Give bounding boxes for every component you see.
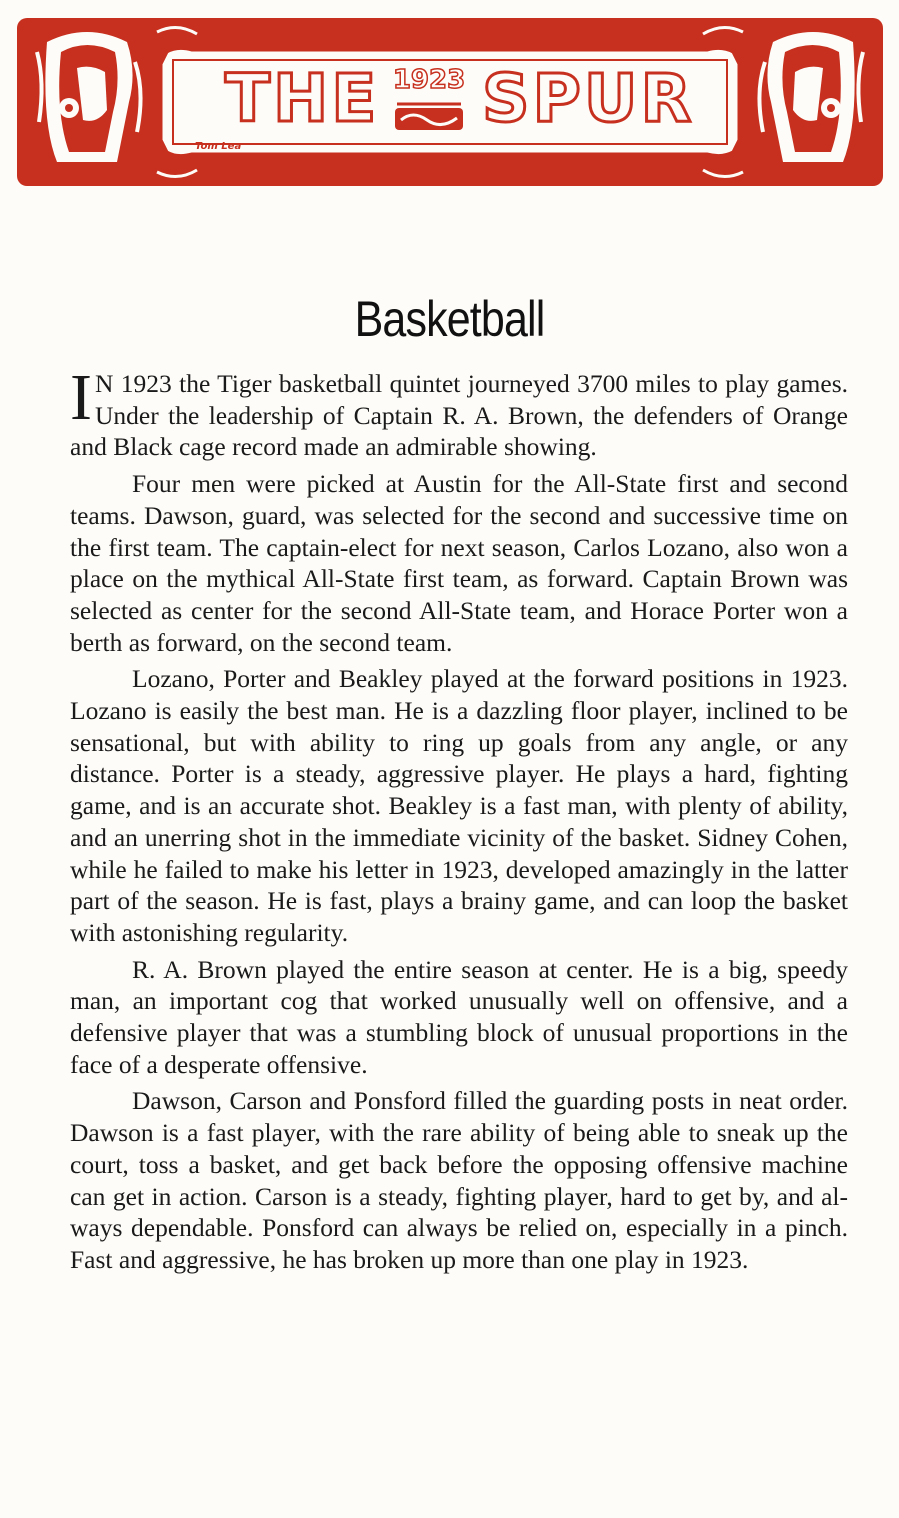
paragraph-1 — [70, 361, 848, 463]
paragraph-2: Four men were picked at Austin for the All-State first and second teams. Dawson, guard, was selected for the second and successive time on the first team. The captain-elect for next season, Carlos Lozano, also won a place on the mythical All-State first team, as forward. Captain Brown was selected as center for the second All-State team, and Horace Porter won a berth as forward, on the second team. — [70, 469, 848, 657]
right-portrait-icon — [747, 26, 869, 176]
article-body — [70, 361, 848, 1281]
banner-word-left: THE — [225, 60, 380, 137]
banner-word-right: SPUR — [482, 60, 695, 137]
paragraph-1-text: N 1923 the Tiger basketball quintet journeyed 3700 miles to play games. Under the leadership of Captain R. A. Brown, the defenders of Orange and Black cage record made an admirable showing. — [70, 369, 848, 462]
paragraph-4: R. A. Brown played the entire season at center. He is a big, speedy man, an important cog that worked unusually well on offensive, and a defensive player that was a stumbling block of unusual proportions in the face of a desperate offensive. — [70, 954, 848, 1079]
paragraph-3: Lozano, Porter and Beakley played at the forward positions in 1923. Lozano is easily the best man. He is a dazzling floor player, inclined to be sensational, but with ability to ring up goals from any angle, or any distance. Porter is a steady, aggressive player. He plays a hard, fighting game, and is an accurate shot. Beakley is a fast man, with plenty of ability, and an unerring shot in the immediate vicinity of the basket. Sidney Cohen, while he failed to make his letter in 1923, developed amazingly in the latter part of the season. He is fast, plays a brainy game, and can loop the basket with astonishing regularity. — [70, 664, 848, 947]
header-banner — [17, 12, 883, 192]
page-title: Basketball — [354, 291, 545, 347]
artist-signature: Tom Lea — [195, 141, 242, 152]
banner-artwork — [17, 12, 883, 192]
drop-cap: I — [70, 361, 92, 434]
banner-year: 1923 — [392, 65, 466, 95]
paragraph-5: Dawson, Carson and Ponsford filled the guarding posts in neat order. Dawson is a fast player, with the rare ability of being able to sneak up the court, toss a basket, and get back before the opposing offensive machine can get in action. Carson is a steady, fighting player, hard to get by, and always dependable. Ponsford can always be relied on, especially in a pinch. Fast and aggressive, he has broken up more than one play in 1923. — [70, 1086, 848, 1274]
left-portrait-icon — [31, 26, 153, 176]
